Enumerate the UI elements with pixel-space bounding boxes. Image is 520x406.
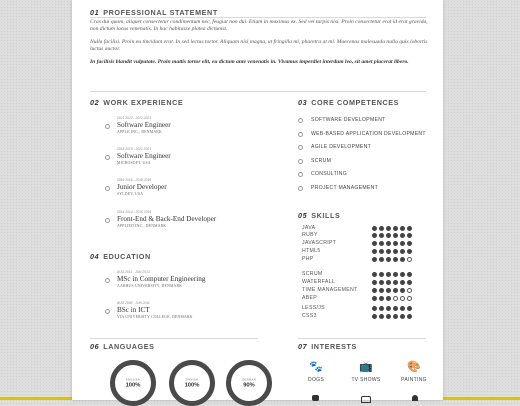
section-rule [298,338,426,339]
skill-dot-filled [400,257,405,262]
timeline-dot [105,124,110,129]
skill-dot-filled [386,226,391,231]
skill-dot-filled [379,241,384,246]
bullet-dot [298,159,303,164]
section-rule [90,17,426,18]
skill-dot-filled [379,288,384,293]
skill-dot-empty [400,296,405,301]
skill-dot-filled [379,233,384,238]
interest-item: 🎨 PAINTING [394,361,434,383]
section-rule [90,338,258,339]
skill-dot-filled [372,296,377,301]
section-title-statement: 01 PROFESSIONAL STATEMENT [90,8,218,17]
skill-dot-filled [407,280,412,285]
skill-dot-filled [400,314,405,319]
resume-page: 01 PROFESSIONAL STATEMENT Cras dui quam, aliquet consectetur condimentum nec, feugiat non dui. Etiam in maximus ex. Sed vel turpis nisi. Proin consectetur erat id erat gravida, non dictum lacus venenatis. In hac habitasse platea dictumst. Nulla facilisi. Proin eu tincidunt erat. In sed lectus tortor. Aliquam nisi magna, ut fringilla mi, pharetra at mi. Maecenas malesuada nulla quis lobortis luctus auctor. In facilisis blandit vulputate. Proin mattis tortor elit, eu dictum ante venenatis in. Vivamus imperdiet interdum leo, sit amet placerat libero. 02 WORK EXPERIENCE 2021 2022 - 2021 2023 Software Engineer APPLE INC., DENMARK 2018 2019 - 2021 2021 Software Engineer MICROSOFT, USA 2016 2016 - 2018 2018 Junior Developer SYLDEV, USA 2014 2014 - 2016 2016 Front-End & Back-End Developer APPLIED INC., DENMARK 04 EDUCATION AUG 2011 - JUN 2013 MSc in Computer Engineering AARHUS UNIVERSITY, DENMARK AUG 2008 - JUN 2011 BSc in ICT VIA UNIVERSITY COLLEGE, DENMARK 03 CORE COMPETENCES SOFTWARE DEVELOPMENT WEB-BASED APPLICATION DEVELOPMENT AGILE DEVELOPMENT SCRUM CONSULTING PROJECT MANAGEMENT 05 SKILLS JAVA RUBY JAVASCRIPT HTML5 PHP SCRUM WATERFALL TIME MANAGEMENT ABEP LESS/JS CSS3 06 LANGUAGES ENGLISH 100% DANISH 100% GERMAN 90% 07 INTERESTS 🐾 DOGS 📺 TV SHOWS 🎨 PAINTING [72,0,443,400]
language-percent: 100% [125,382,141,389]
skill-dot-filled [393,241,398,246]
skill-dot-filled [400,233,405,238]
experience-title: Software Engineer [117,152,171,160]
education-title: MSc in Computer Engineering [117,275,206,283]
skill-dot-filled [386,314,391,319]
education-title: BSc in ICT [117,306,150,314]
section-title-experience: 02 WORK EXPERIENCE [90,98,184,107]
skill-dot-filled [393,226,398,231]
interest-item: 🐾 DOGS [296,361,336,383]
professional-statement [90,19,430,72]
section-rule [90,91,426,92]
education-org: VIA UNIVERSITY COLLEGE, DENMARK [117,315,193,319]
skill-label: JAVA [302,225,316,231]
skill-dot-filled [372,280,377,285]
skill-dot-filled [393,249,398,254]
skill-dot-filled [393,257,398,262]
skill-dot-filled [372,226,377,231]
timeline-dot [105,186,110,191]
bullet-dot [298,145,303,150]
experience-org: MICROSOFT, USA [117,161,151,165]
statement-paragraph: Nulla facilisi. Proin eu tincidunt erat. In sed lectus tortor. Aliquam nisi magna, ut fringilla mi, pharetra at mi. Maecenas malesuada nulla quis lobortis luctus auctor. [90,38,428,53]
palette-icon: 🎨 [407,361,421,373]
experience-date: 2014 2014 - 2016 2016 [117,210,152,214]
experience-date: 2018 2019 - 2021 2021 [117,147,152,151]
skill-dot-filled [379,249,384,254]
experience-date: 2021 2022 - 2021 2023 [117,116,152,120]
skill-dot-filled [386,272,391,277]
skill-label: PHP [302,256,314,262]
experience-title: Front-End & Back-End Developer [117,215,217,223]
skill-label: CSS3 [302,313,317,319]
skill-dot-filled [393,272,398,277]
skill-dot-empty [407,257,412,262]
bullet-dot [298,186,303,191]
skill-dot-filled [379,296,384,301]
bullet-dot [298,118,303,123]
skill-dot-filled [393,314,398,319]
interest-icon-cropped [312,395,319,401]
skill-dot-filled [400,306,405,311]
bullet-dot [298,172,303,177]
skill-dot-filled [393,233,398,238]
skill-dot-filled [379,314,384,319]
experience-title: Software Engineer [117,121,171,129]
language-name: GERMAN [241,377,257,382]
skill-dot-filled [372,314,377,319]
timeline-dot [105,309,110,314]
paw-icon: 🐾 [309,361,323,373]
education-date: AUG 2008 - JUN 2011 [117,301,150,305]
skill-dot-filled [372,249,377,254]
statement-paragraph: In facilisis blandit vulputate. Proin mattis tortor elit, eu dictum ante venenatis in. Vivamus imperdiet interdum leo, sit amet placerat libero. [90,58,409,65]
skill-dot-empty [407,288,412,293]
skill-label: WATERFALL [302,279,335,285]
language-ring [169,360,215,406]
skill-label: JAVASCRIPT [302,240,337,246]
skill-dot-filled [379,257,384,262]
language-percent: 100% [184,382,200,389]
section-title-skills: 05 SKILLS [298,211,341,220]
education-org: AARHUS UNIVERSITY, DENMARK [117,284,183,288]
skill-dot-empty [393,296,398,301]
skill-dot-filled [379,280,384,285]
skill-dot-filled [379,226,384,231]
skill-dot-filled [407,233,412,238]
language-ring [226,360,272,406]
skill-dot-filled [400,241,405,246]
skill-label: RUBY [302,232,318,238]
section-title-interests: 07 INTERESTS [298,342,357,351]
skill-dot-filled [393,288,398,293]
education-date: AUG 2011 - JUN 2013 [117,270,150,274]
skill-dot-filled [386,241,391,246]
skill-dot-filled [407,314,412,319]
language-ring [110,360,156,406]
skill-dot-filled [386,249,391,254]
skill-label: SCRUM [302,271,323,277]
skill-dot-filled [400,249,405,254]
skill-dot-filled [386,233,391,238]
skill-dot-filled [386,296,391,301]
skill-dot-filled [372,233,377,238]
bullet-dot [298,132,303,137]
skill-label: TIME MANAGEMENT [302,287,358,293]
timeline-dot [105,155,110,160]
skill-dot-filled [386,257,391,262]
skill-dot-filled [379,272,384,277]
skill-dot-filled [400,226,405,231]
skill-label: ABEP [302,295,318,301]
skill-dot-empty [407,296,412,301]
experience-org: SYLDEV, USA [117,192,144,196]
timeline-dot [105,218,110,223]
skill-dot-filled [372,306,377,311]
statement-paragraph: Cras dui quam, aliquet consectetur condimentum nec, feugiat non dui. Etiam in maximus ex. Sed vel turpis nisi. Proin consectetur erat id erat gravida, non dictum lacus venenatis. In hac habitasse platea dictumst. [90,19,428,33]
skill-dot-filled [400,280,405,285]
timeline-dot [105,278,110,283]
skill-dot-filled [372,241,377,246]
tv-icon: 📺 [359,361,373,373]
skill-dot-filled [379,306,384,311]
language-name: DANISH [185,377,199,382]
skill-dot-filled [393,280,398,285]
experience-date: 2016 2016 - 2018 2018 [117,178,152,182]
skill-dot-filled [407,226,412,231]
skill-label: HTML5 [302,248,321,254]
skill-dot-filled [372,272,377,277]
section-title-competences: 03 CORE COMPETENCES [298,98,400,107]
section-title-education: 04 EDUCATION [90,252,151,261]
skill-dot-filled [386,280,391,285]
skill-dot-filled [400,272,405,277]
interest-icon-cropped [412,395,418,401]
skill-dot-filled [400,288,405,293]
language-name: ENGLISH [125,377,141,382]
skill-label: LESS/JS [302,305,325,311]
skill-dot-filled [407,306,412,311]
skill-dot-filled [393,306,398,311]
skill-dot-filled [372,288,377,293]
experience-title: Junior Developer [117,183,167,191]
language-percent: 90% [243,382,255,389]
experience-org: APPLIED INC., DENMARK [117,224,167,228]
skill-dot-filled [386,306,391,311]
interest-item: 📺 TV SHOWS [346,361,386,383]
skill-dot-filled [372,257,377,262]
skill-dot-filled [386,288,391,293]
experience-org: APPLE INC., DENMARK [117,130,162,134]
skill-dot-filled [407,249,412,254]
section-title-languages: 06 LANGUAGES [90,342,155,351]
skill-dot-filled [407,272,412,277]
skill-dot-filled [407,241,412,246]
